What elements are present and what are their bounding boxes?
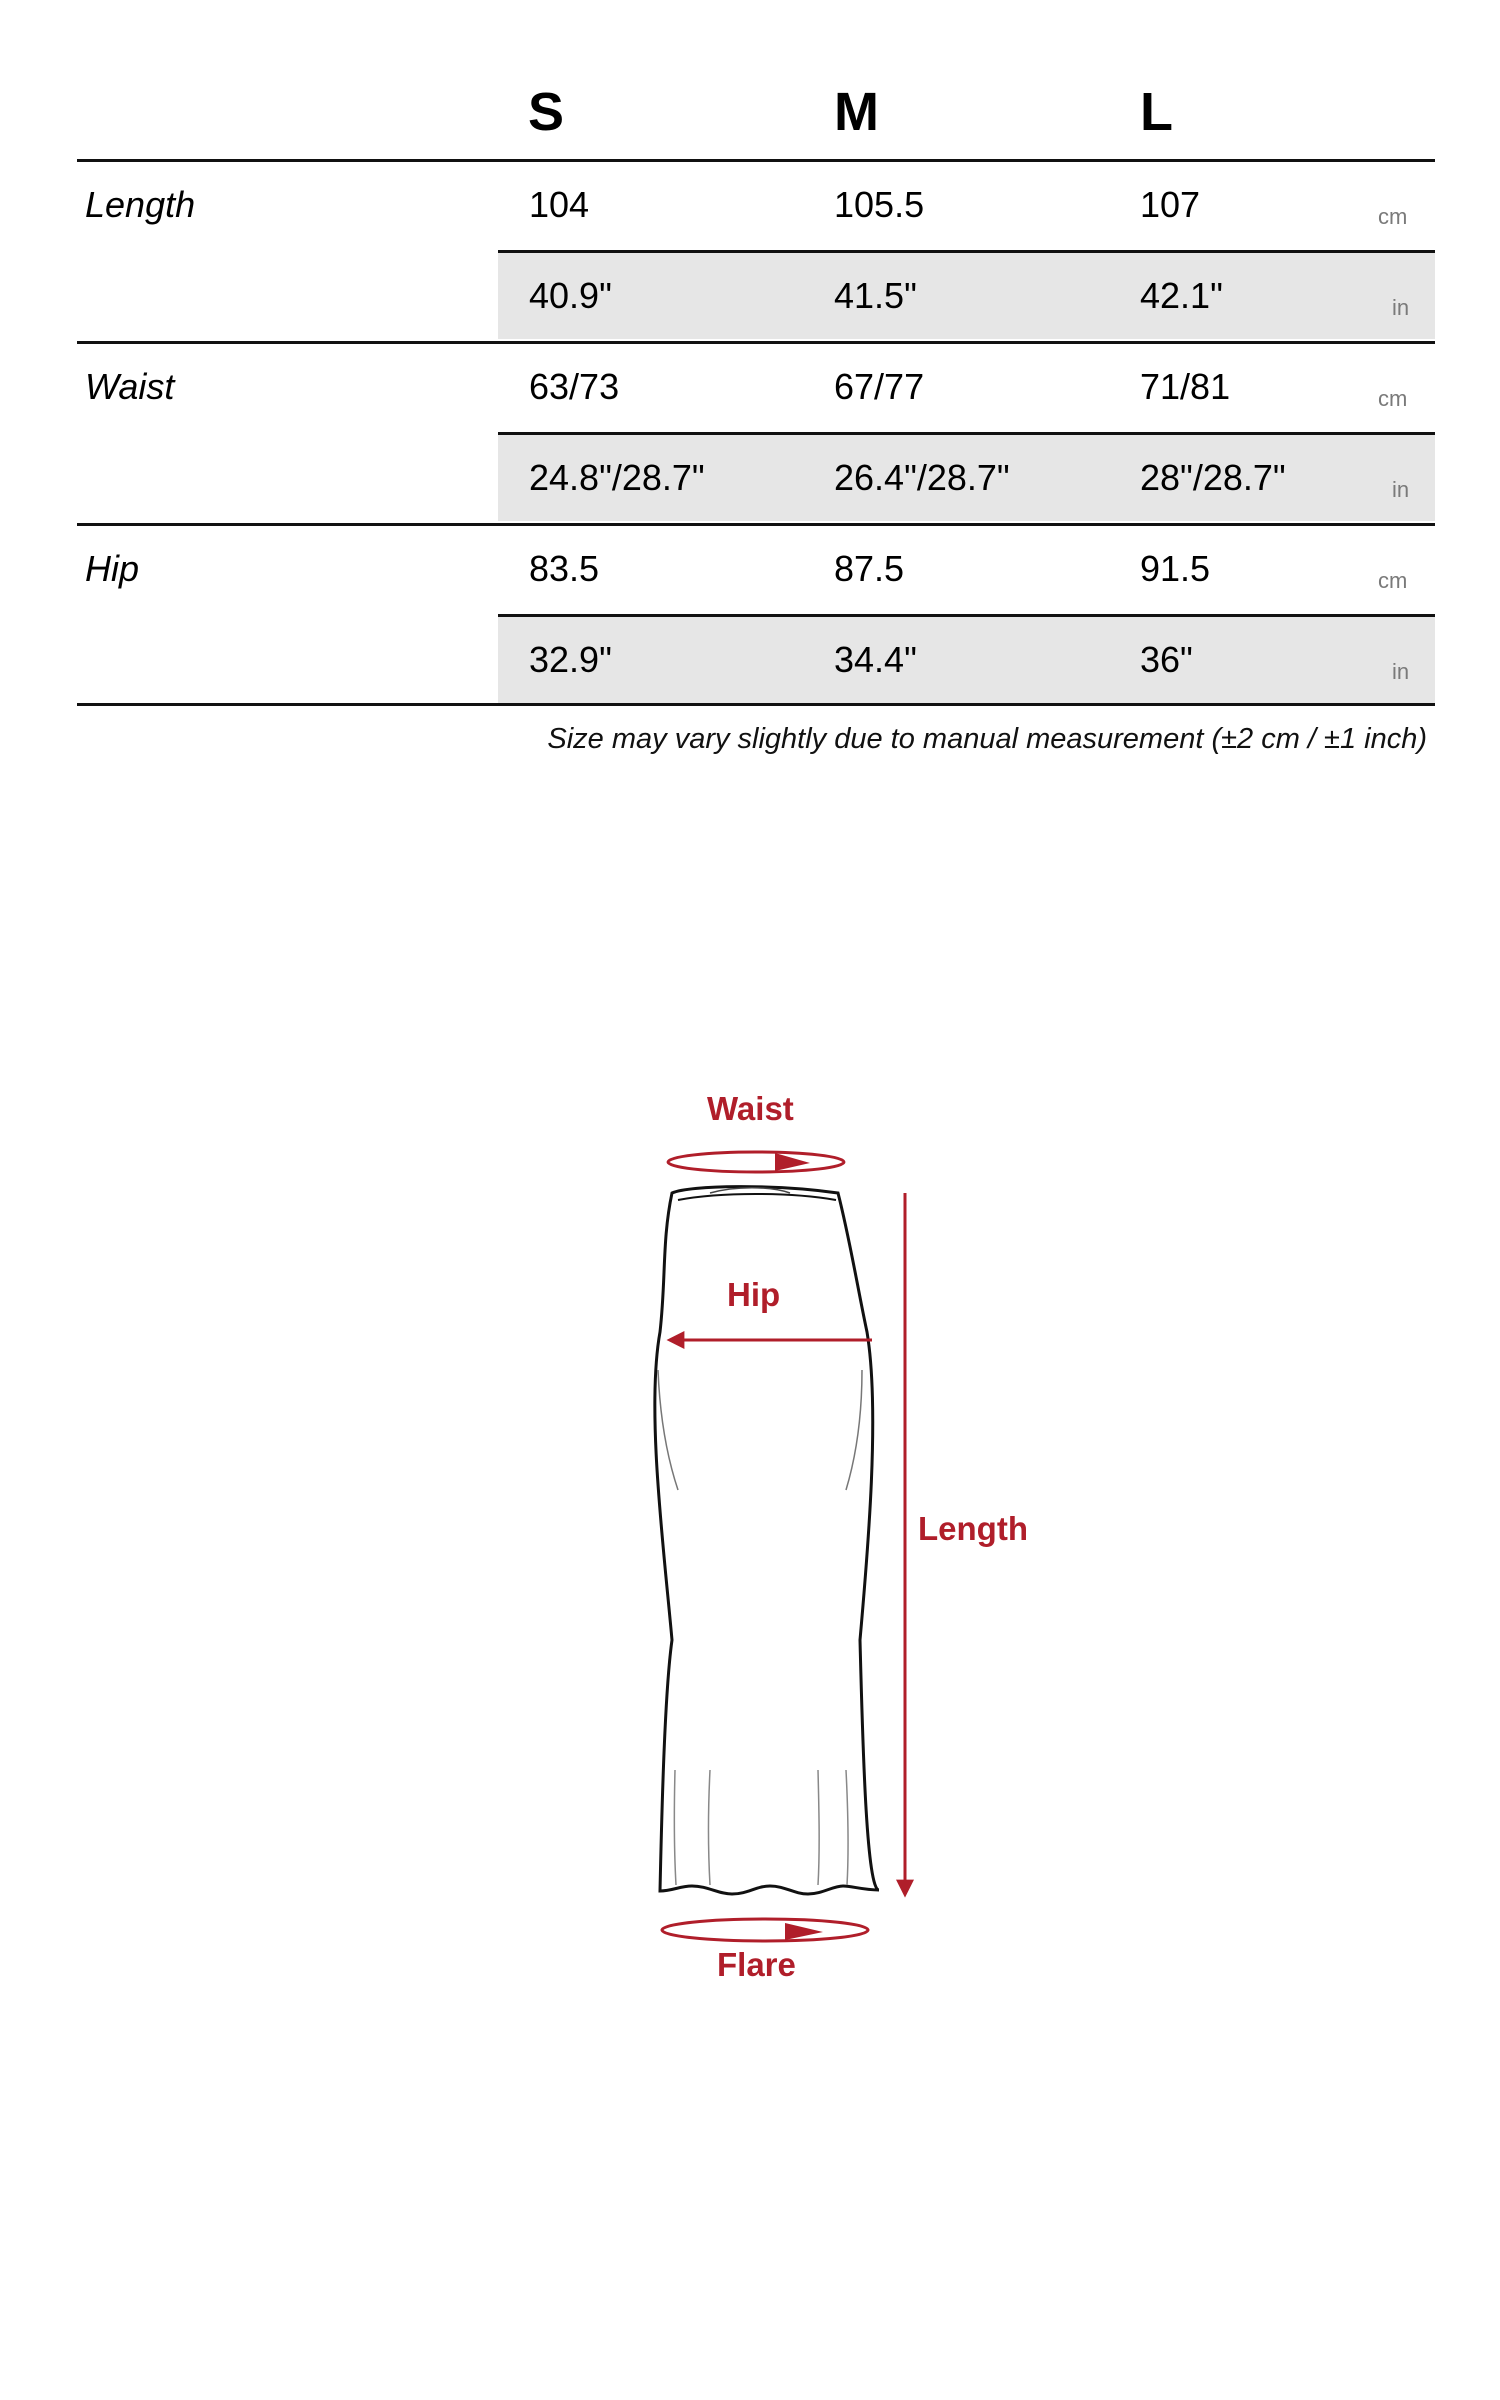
row-label-waist: Waist xyxy=(85,366,175,407)
length-in-m: 41.5" xyxy=(834,275,917,316)
waist-cm-m: 67/77 xyxy=(834,366,925,407)
hip-cm-m: 87.5 xyxy=(834,548,905,589)
hip-in-row-bg xyxy=(498,616,1435,703)
hip-in-m: 34.4" xyxy=(834,639,917,680)
diagram-label-hip: Hip xyxy=(727,1276,781,1313)
size-header-m: M xyxy=(834,82,879,142)
flare-arrowhead xyxy=(785,1923,823,1940)
hip-cm-l: 91.5 xyxy=(1140,548,1211,589)
section-rule-waist xyxy=(77,341,1435,344)
waist-cm-unit: cm xyxy=(1378,386,1408,411)
row-label-length: Length xyxy=(85,184,196,225)
size-header-s: S xyxy=(528,82,565,142)
waist-measure-arrow xyxy=(668,1152,844,1172)
length-in-row-bg xyxy=(498,252,1435,339)
waist-inner-rule xyxy=(498,432,1435,435)
waist-cm-s: 63/73 xyxy=(529,366,620,407)
waist-in-m: 26.4"/28.7" xyxy=(834,457,1010,498)
section-rule-hip xyxy=(77,523,1435,526)
waist-in-unit: in xyxy=(1392,477,1410,502)
waist-in-s: 24.8"/28.7" xyxy=(529,457,705,498)
length-in-unit: in xyxy=(1392,295,1410,320)
length-cm-m: 105.5 xyxy=(834,184,925,225)
hip-cm-s: 83.5 xyxy=(529,548,600,589)
length-in-s: 40.9" xyxy=(529,275,612,316)
hip-in-unit: in xyxy=(1392,659,1410,684)
waist-arrowhead xyxy=(775,1153,810,1171)
diagram-label-waist: Waist xyxy=(707,1090,794,1127)
table-bottom-rule xyxy=(77,703,1435,706)
size-header-l: L xyxy=(1140,82,1173,142)
length-in-l: 42.1" xyxy=(1140,275,1223,316)
row-label-hip: Hip xyxy=(85,548,140,589)
diagram-label-length: Length xyxy=(918,1510,1028,1547)
diagram-label-flare: Flare xyxy=(717,1946,796,1983)
table-top-rule xyxy=(77,159,1435,162)
length-cm-unit: cm xyxy=(1378,204,1408,229)
skirt-measurement-diagram xyxy=(600,1080,1060,2010)
hip-in-s: 32.9" xyxy=(529,639,612,680)
length-inner-rule xyxy=(498,250,1435,253)
hip-in-l: 36" xyxy=(1140,639,1193,680)
length-cm-s: 104 xyxy=(529,184,590,225)
length-cm-l: 107 xyxy=(1140,184,1201,225)
flare-measure-arrow xyxy=(662,1919,868,1941)
hip-cm-unit: cm xyxy=(1378,568,1408,593)
size-chart-table xyxy=(0,0,1500,800)
measurement-note: Size may vary slightly due to manual measurement (±2 cm / ±1 inch) xyxy=(547,723,1427,755)
hip-inner-rule xyxy=(498,614,1435,617)
waist-in-l: 28"/28.7" xyxy=(1140,457,1286,498)
waist-cm-l: 71/81 xyxy=(1140,366,1231,407)
